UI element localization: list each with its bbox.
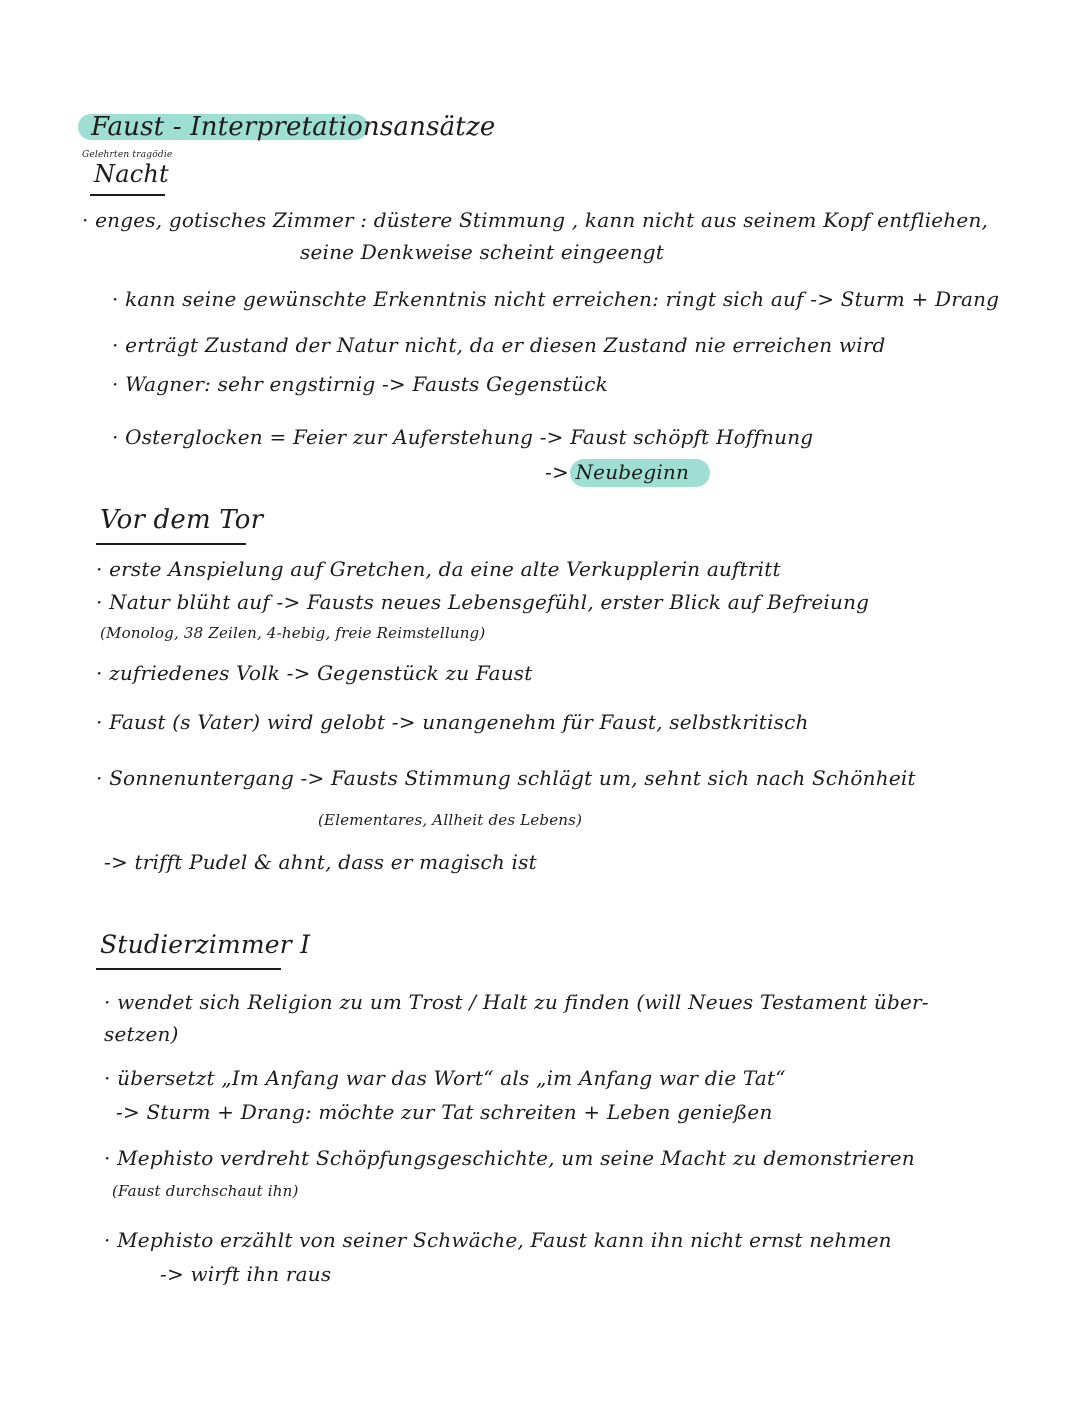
list-item: seine Denkweise scheint eingeengt <box>300 240 665 264</box>
section-heading-nacht: Nacht <box>94 160 169 188</box>
list-item: · wendet sich Religion zu um Trost / Halt zu finden (will Neues Testament über- <box>104 990 929 1014</box>
heading-underline <box>96 543 246 545</box>
list-item: · Wagner: sehr engstirnig -> Fausts Gegenstück <box>112 372 608 396</box>
section-heading-vor-dem-tor: Vor dem Tor <box>100 505 264 535</box>
list-item: · enges, gotisches Zimmer : düstere Stimmung , kann nicht aus seinem Kopf entfliehen, <box>82 208 989 232</box>
page-title: Faust - Interpretationsansätze <box>91 112 496 142</box>
list-item: · übersetzt „Im Anfang war das Wort“ als „im Anfang war die Tat“ <box>104 1066 786 1090</box>
section-heading-studierzimmer: Studierzimmer I <box>100 930 311 959</box>
list-item: · Sonnenuntergang -> Fausts Stimmung schlägt um, sehnt sich nach Schönheit <box>96 766 916 790</box>
list-item: (Faust durchschaut ihn) <box>112 1182 299 1200</box>
list-item: · erträgt Zustand der Natur nicht, da er diesen Zustand nie erreichen wird <box>112 333 886 357</box>
list-item: setzen) <box>104 1022 179 1046</box>
list-item: · Osterglocken = Feier zur Auferstehung -> Faust schöpft Hoffnung <box>112 425 814 449</box>
list-item: · zufriedenes Volk -> Gegenstück zu Faust <box>96 661 533 685</box>
list-item: · erste Anspielung auf Gretchen, da eine alte Verkupplerin auftritt <box>96 557 781 581</box>
list-item: (Elementares, Allheit des Lebens) <box>318 811 583 829</box>
page-subtitle: Gelehrten tragödie <box>82 150 173 160</box>
heading-underline <box>90 194 165 196</box>
list-item: · Faust (s Vater) wird gelobt -> unangenehm für Faust, selbstkritisch <box>96 710 809 734</box>
list-item: · Mephisto verdreht Schöpfungsgeschichte, um seine Macht zu demonstrieren <box>104 1146 915 1170</box>
list-item: -> Neubeginn <box>545 460 690 484</box>
list-item: -> trifft Pudel & ahnt, dass er magisch ist <box>104 850 537 874</box>
list-item: · kann seine gewünschte Erkenntnis nicht erreichen: ringt sich auf -> Sturm + Drang <box>112 287 1000 311</box>
list-item: · Mephisto erzählt von seiner Schwäche, Faust kann ihn nicht ernst nehmen <box>104 1228 892 1252</box>
list-item: -> Sturm + Drang: möchte zur Tat schreiten + Leben genießen <box>116 1100 773 1124</box>
list-item: (Monolog, 38 Zeilen, 4-hebig, freie Reimstellung) <box>100 624 486 642</box>
heading-underline <box>96 968 281 970</box>
list-item: -> wirft ihn raus <box>160 1262 332 1286</box>
list-item: · Natur blüht auf -> Fausts neues Lebensgefühl, erster Blick auf Befreiung <box>96 590 870 614</box>
